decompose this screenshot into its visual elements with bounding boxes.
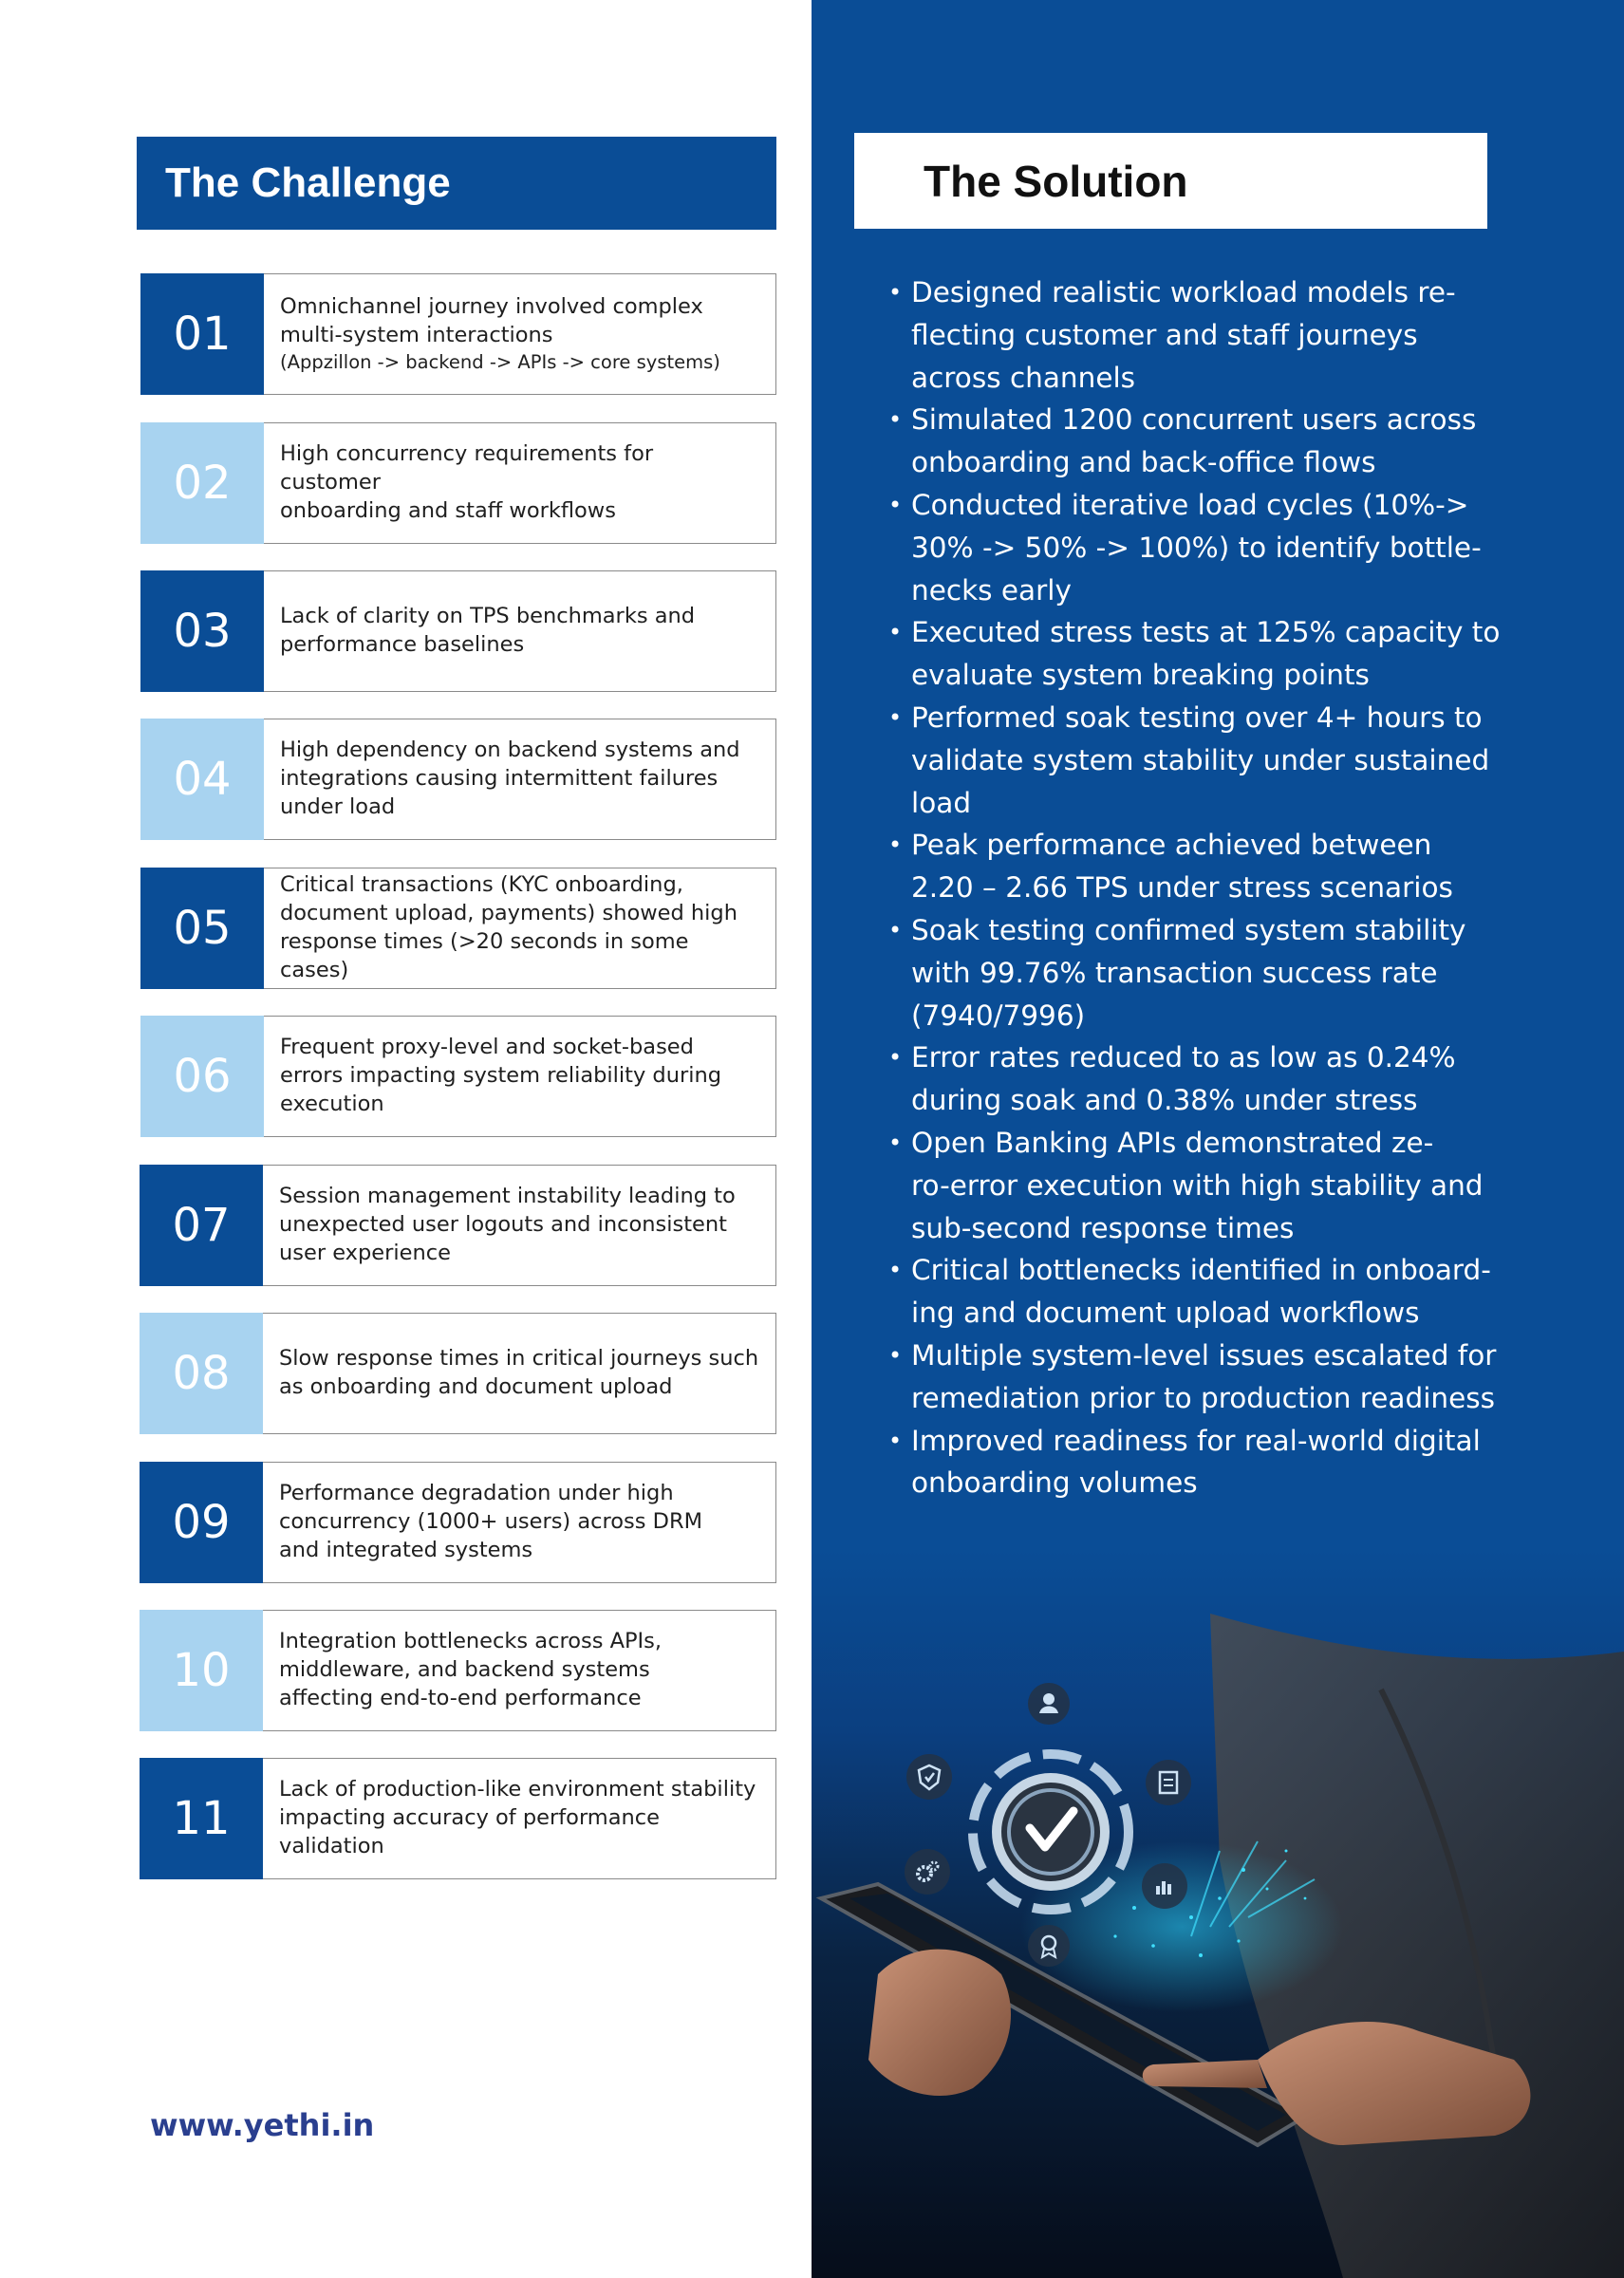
solution-bullet-line: 2.20 – 2.66 TPS under stress scenarios [911,871,1453,905]
challenge-item-line: Omnichannel journey involved complex [280,294,703,320]
solution-bullet-line: with 99.76% transaction success rate [911,956,1438,989]
bullet-icon: • [888,406,903,434]
solution-bullet-line: validate system stability under sustained [911,743,1490,776]
challenge-item-text [264,422,776,544]
challenge-item-line: errors impacting system reliability during [280,1063,722,1089]
solution-bullet [888,611,1576,697]
solution-heading: The Solution [854,133,1487,229]
challenge-item-text [264,570,776,692]
badge-icon [1028,1925,1070,1967]
solution-bullet-line: Soak testing confirmed system stability [911,913,1466,946]
challenge-item-text [263,1165,776,1286]
solution-bullet-line: sub-second response times [911,1211,1295,1244]
challenge-item-note: (Appzillon -> backend -> APIs -> core systems) [280,350,720,373]
solution-bullet [888,1335,1576,1420]
challenge-item-line: execution [280,1091,384,1116]
solution-bullet [888,484,1576,611]
solution-bullet-line: onboarding volumes [911,1466,1198,1500]
challenge-item-line: concurrency (1000+ users) across DRM [279,1509,703,1535]
challenge-item-line: Lack of clarity on TPS benchmarks and [280,604,696,629]
solution-bullet-line: Peak performance achieved between [911,829,1432,862]
challenge-item-line: response times (>20 seconds in some cases) [280,929,689,982]
challenge-item [140,719,776,840]
solution-bullet-line: Designed realistic workload models re- [911,276,1456,308]
challenge-item [140,1758,776,1879]
challenge-item [140,1462,776,1583]
solution-bullet-line: onboarding and back-office flows [911,446,1376,479]
challenge-item-number: 05 [140,868,264,989]
challenge-item-line: Lack of production-like environment stability [279,1777,756,1802]
shield-check-icon [906,1754,952,1800]
solution-bullet [888,271,1576,399]
challenge-item-line: Integration bottlenecks across APIs, [279,1629,663,1654]
challenge-item [140,273,776,395]
clipboard-icon [1146,1760,1191,1805]
solution-bullet-line: Executed stress tests at 125% capacity to [911,616,1501,649]
solution-bullet-line: Open Banking APIs demonstrated ze- [911,1126,1434,1159]
bullet-icon: • [888,279,903,306]
solution-bullet-line: ro-error execution with high stability and [911,1168,1484,1202]
solution-bullet-line: Conducted iterative load cycles (10%-> [911,488,1469,521]
bullet-icon: • [888,1044,903,1072]
solution-bullet-line: load [911,786,972,819]
bullet-icon: • [888,619,903,646]
challenge-item-number: 02 [140,422,264,544]
challenge-item [140,1313,776,1434]
challenge-item-line: High concurrency requirements for customer [280,441,654,495]
challenge-item-text [263,1758,776,1879]
solution-bullet-line: Performed soak testing over 4+ hours to [911,700,1483,734]
solution-bullet [888,1249,1576,1335]
challenge-item-text [264,719,776,840]
gears-icon [905,1849,950,1895]
challenge-item [140,570,776,692]
solution-panel [812,0,1624,2278]
challenge-item-line: Critical transactions (KYC onboarding, [280,872,683,898]
challenge-item-line: and integrated systems [279,1537,533,1562]
challenge-item-text [263,1313,776,1434]
challenge-item-text [264,868,776,989]
challenge-item-line: Frequent proxy-level and socket-based [280,1035,694,1060]
solution-bullet [888,909,1576,1036]
challenge-item-number: 01 [140,273,264,395]
challenge-item [140,868,776,989]
solution-bullet-line: Improved readiness for real-world digital [911,1424,1481,1457]
solution-bullet-line: necks early [911,573,1072,607]
solution-bullet [888,697,1576,824]
solution-bullet-line: ing and document upload workflows [911,1297,1420,1330]
challenge-item-line: unexpected user logouts and inconsistent [279,1212,727,1238]
solution-bullet [888,824,1576,909]
challenge-item-line: onboarding and staff workflows [280,497,616,523]
challenge-item-number: 03 [140,570,264,692]
challenge-item [140,1165,776,1286]
challenge-item-line: Session management instability leading to [279,1184,736,1209]
challenge-item-line: performance baselines [280,632,525,657]
challenge-item-number: 07 [140,1165,263,1286]
solution-bullet-line: flecting customer and staff journeys [911,318,1418,351]
challenge-item-text [263,1610,776,1731]
solution-bullet [888,1420,1576,1505]
challenge-item-number: 08 [140,1313,263,1434]
bullet-icon: • [888,1341,903,1369]
challenge-item-line: document upload, payments) showed high [280,901,737,926]
challenge-item-line: High dependency on backend systems and [280,738,740,763]
bullet-icon: • [888,491,903,518]
tablet-illustration [812,1614,1624,2278]
bullet-icon: • [888,1257,903,1284]
bullet-icon: • [888,916,903,943]
solution-bullet-line: Multiple system-level issues escalated for [911,1338,1497,1372]
challenge-item-number: 09 [140,1462,263,1583]
challenge-item [140,1610,776,1731]
solution-bullet-line: remediation prior to production readiness [911,1381,1495,1414]
challenge-item-line: validation [279,1833,384,1858]
challenge-item-line: as onboarding and document upload [279,1374,673,1399]
challenge-heading: The Challenge [137,137,776,230]
challenge-item-line: middleware, and backend systems [279,1657,650,1683]
solution-bullet [888,399,1576,484]
solution-bullet [888,1036,1576,1122]
bullet-icon: • [888,703,903,731]
bullet-icon: • [888,831,903,859]
solution-list [888,271,1576,1504]
solution-bullet [888,1122,1576,1249]
solution-bullet-line: (7940/7996) [911,999,1086,1032]
challenge-item [140,1016,776,1137]
bullet-icon: • [888,1427,903,1454]
challenge-item-line: affecting end-to-end performance [279,1685,642,1710]
challenge-item-text [263,1462,776,1583]
challenge-item-line: Slow response times in critical journeys such [279,1346,759,1372]
user-icon [1028,1683,1070,1725]
solution-bullet-line: evaluate system breaking points [911,659,1370,692]
solution-bullet-line: Error rates reduced to as low as 0.24% [911,1041,1456,1074]
solution-bullet-line: during soak and 0.38% under stress [911,1084,1418,1117]
challenge-item-line: user experience [279,1240,451,1265]
challenge-item-text [264,273,776,395]
challenge-item-line: under load [280,794,396,819]
challenge-item-line: integrations causing intermittent failures [280,766,719,792]
challenge-item-number: 10 [140,1610,263,1731]
bullet-icon: • [888,1129,903,1156]
challenge-item-number: 11 [140,1758,263,1879]
challenge-item-number: 06 [140,1016,264,1137]
challenge-item-number: 04 [140,719,264,840]
solution-bullet-line: Simulated 1200 concurrent users across [911,403,1477,437]
solution-bullet-line: across channels [911,361,1136,394]
challenge-item-text [264,1016,776,1137]
solution-bullet-line: 30% -> 50% -> 100%) to identify bottle- [911,531,1482,564]
challenge-item-line: impacting accuracy of performance [279,1805,660,1831]
challenge-item-line: multi-system interactions [280,323,553,348]
challenge-item-line: Performance degradation under high [279,1481,674,1506]
challenge-item [140,422,776,544]
solution-bullet-line: Critical bottlenecks identified in onboard- [911,1254,1491,1287]
chart-icon [1142,1863,1187,1909]
website-link[interactable]: www.yethi.in [150,2107,375,2143]
